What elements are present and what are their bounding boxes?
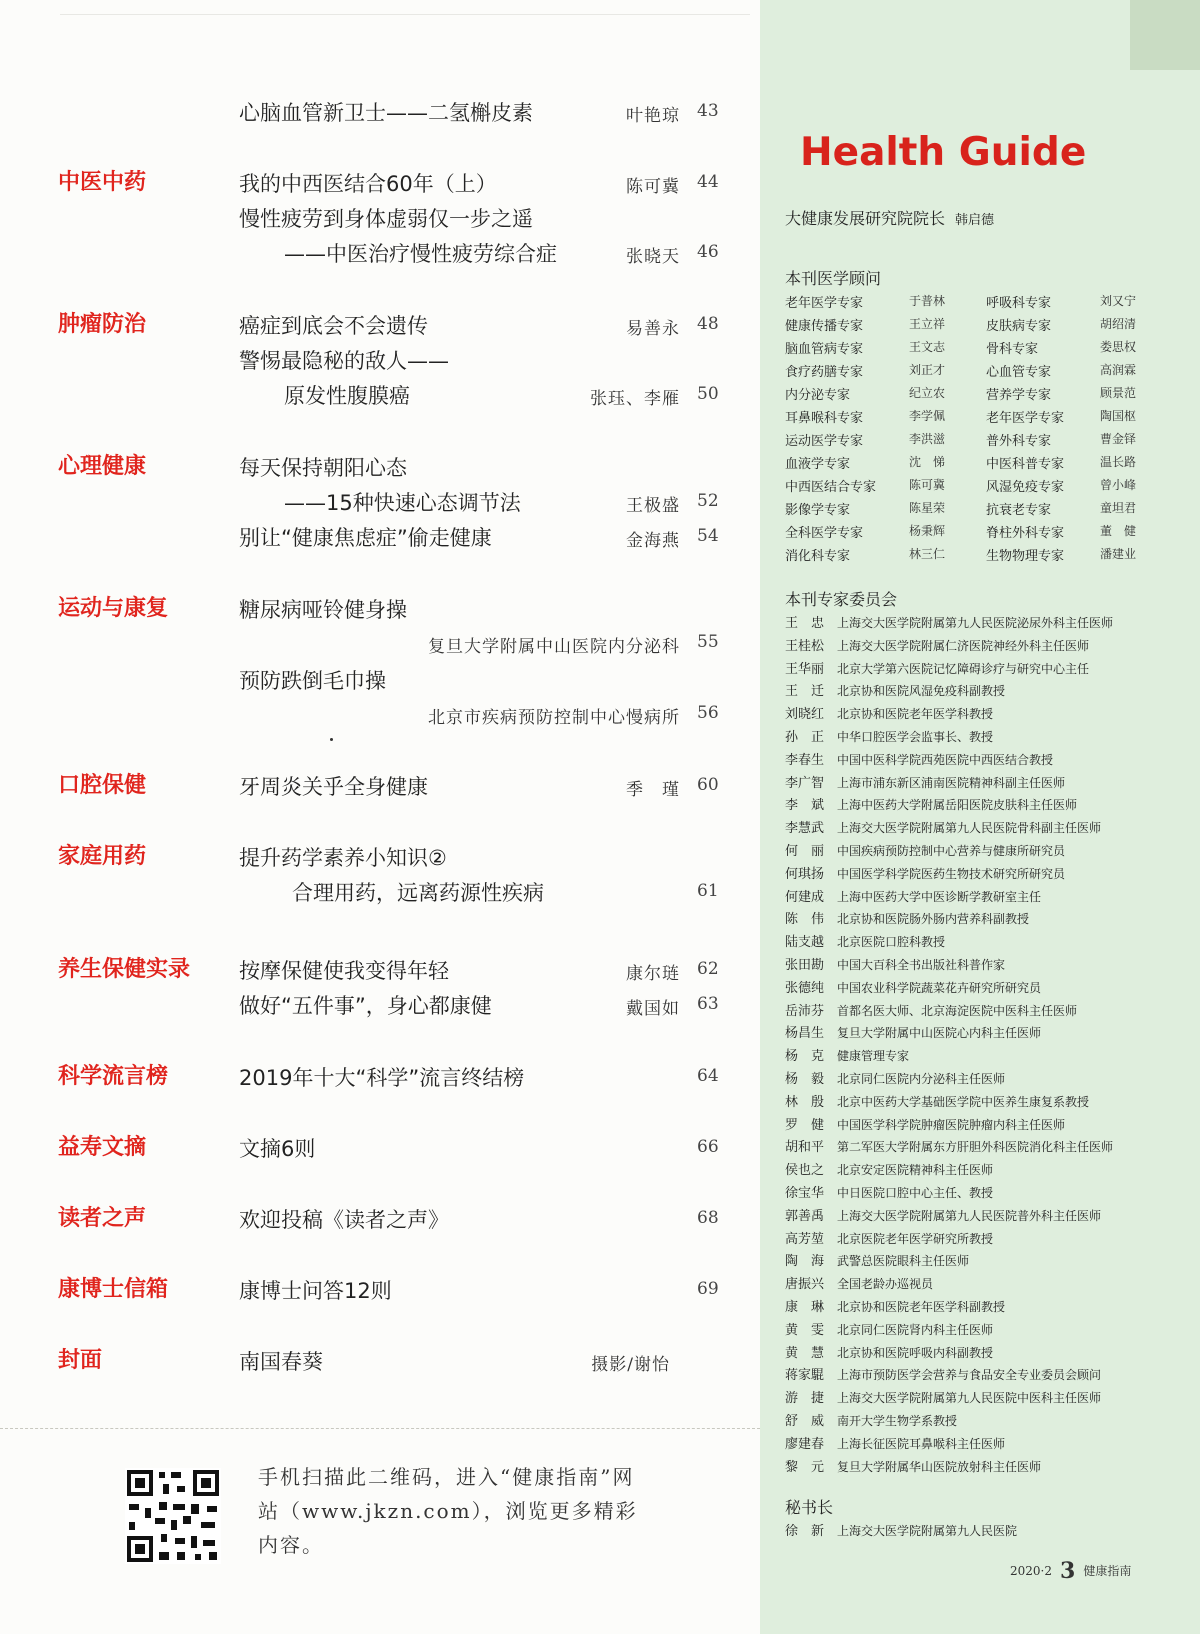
- toc-author: 王极盛: [626, 496, 680, 516]
- toc-subtitle[interactable]: ——中医治疗慢性疲劳综合症: [284, 242, 557, 266]
- member-description: 中华口腔医学会监事长、教授: [837, 730, 994, 744]
- committee-row: [785, 1433, 1005, 1452]
- advisor-name: 陈星荣: [909, 501, 946, 515]
- member-name: 李广智: [785, 775, 825, 791]
- advisor-title: 健康传播专家: [785, 319, 864, 334]
- committee-row: [785, 1114, 1065, 1133]
- toc-title[interactable]: 预防跌倒毛巾操: [239, 669, 386, 693]
- member-name: 陶 海: [785, 1254, 825, 1270]
- member-description: 南开大学生物学系教授: [837, 1414, 958, 1428]
- toc-title[interactable]: 南国春葵: [239, 1350, 323, 1374]
- director-title: 大健康发展研究院院长: [785, 209, 946, 228]
- brand-logo: Health Guide: [800, 130, 1087, 175]
- member-name: 蒋家騉: [785, 1368, 825, 1384]
- advisor-name: 林三仁: [909, 547, 946, 561]
- committee-row: [785, 1228, 993, 1247]
- secretary-row: [785, 1520, 1017, 1539]
- advisor-title: 中医科普专家: [986, 457, 1065, 472]
- member-name: 林 殷: [785, 1094, 825, 1110]
- advisor-title: 消化科专家: [785, 549, 851, 564]
- member-name: 廖建春: [785, 1436, 825, 1452]
- member-name: 康 琳: [785, 1300, 825, 1315]
- toc-page: 46: [697, 242, 719, 262]
- committee-row: [785, 703, 993, 722]
- toc-page: 54: [697, 526, 719, 546]
- member-name: 王桂松: [785, 638, 825, 654]
- committee-row: [785, 1456, 1041, 1475]
- committee-row: [785, 1205, 1101, 1224]
- toc-page: 69: [697, 1279, 719, 1299]
- advisor-title: 食疗药膳专家: [785, 365, 864, 380]
- committee-row: [785, 1410, 957, 1429]
- toc-subtitle[interactable]: ——15种快速心态调节法: [284, 491, 521, 515]
- committee-row: [785, 977, 1041, 996]
- committee-row: [785, 1091, 1089, 1110]
- toc-title[interactable]: 我的中西医结合60年（上）: [239, 172, 497, 196]
- toc-subtitle[interactable]: 合理用药，远离药源性疾病: [292, 881, 544, 905]
- member-name: 徐宝华: [785, 1186, 825, 1201]
- director-name: 韩启德: [955, 213, 995, 228]
- director-line: [785, 206, 994, 229]
- committee-row: [785, 931, 945, 950]
- member-name: 罗 健: [785, 1117, 825, 1133]
- member-name: 何 丽: [785, 844, 825, 859]
- toc-author: 戴国如: [626, 999, 680, 1019]
- advisor-title: 血液学专家: [785, 457, 851, 472]
- committee-row: [785, 772, 1065, 791]
- member-name: 舒 威: [785, 1414, 825, 1429]
- member-description: 首都名医大师、北京海淀医院中医科主任医师: [837, 1003, 1078, 1018]
- member-description: 上海中医药大学中医诊断学教研室主任: [837, 889, 1042, 904]
- committee-row: [785, 1342, 993, 1361]
- divider: [0, 1428, 760, 1429]
- category-heading: 心理健康: [58, 454, 147, 479]
- member-name: 李 斌: [785, 798, 825, 814]
- member-name: 黎 元: [785, 1459, 825, 1475]
- committee-row: [785, 886, 1041, 905]
- member-description: 上海交大医学院附属第九人民医院普外科主任医师: [837, 1208, 1102, 1223]
- member-name: 孙 正: [785, 730, 825, 745]
- member-description: 复旦大学附属中山医院心内科主任医师: [837, 1026, 1042, 1041]
- advisor-name: 温长路: [1100, 455, 1137, 469]
- advisor-name: 刘又宁: [1100, 294, 1137, 308]
- advisor-title: 耳鼻喉科专家: [785, 411, 864, 426]
- toc-page: 56: [697, 703, 719, 723]
- member-description: 上海市预防医学会营养与食品安全专业委员会顾问: [837, 1368, 1102, 1383]
- advisor-name: 娄思权: [1100, 340, 1137, 354]
- advisor-title: 营养学专家: [986, 388, 1052, 403]
- advisor-title: 普外科专家: [986, 434, 1052, 449]
- advisor-title: 老年医学专家: [785, 296, 864, 311]
- committee-row: [785, 680, 1005, 699]
- advisor-name: 纪立农: [909, 386, 946, 400]
- category-heading: 运动与康复: [58, 596, 169, 621]
- committee-row: [785, 1319, 993, 1338]
- advisor-title: 影像学专家: [785, 503, 851, 518]
- member-description: 上海中医药大学附属岳阳医院皮肤科主任医师: [837, 798, 1078, 813]
- member-name: 张田勘: [785, 958, 825, 973]
- advisor-name: 潘建业: [1100, 547, 1137, 561]
- member-name: 王 忠: [785, 616, 825, 631]
- toc-title[interactable]: 牙周炎关乎全身健康: [239, 775, 428, 799]
- toc-title[interactable]: 每天保持朝阳心态: [239, 456, 407, 480]
- toc-author: 康尔琏: [626, 964, 680, 984]
- committee-row: [785, 1068, 1005, 1087]
- committee-row: [785, 1159, 993, 1178]
- toc-page: 64: [697, 1066, 719, 1086]
- member-description: 北京医院老年医学研究所教授: [837, 1231, 994, 1246]
- member-name: 王 迁: [785, 684, 825, 700]
- toc-title[interactable]: 慢性疲劳到身体虚弱仅一步之遥: [239, 207, 533, 231]
- advisor-name: 顾景范: [1100, 386, 1137, 400]
- advisor-name: 董 健: [1100, 524, 1137, 538]
- member-name: 张德纯: [785, 980, 825, 996]
- toc-title[interactable]: 按摩保健使我变得年轻: [239, 959, 449, 983]
- member-description: 上海交大医学院附属仁济医院神经外科主任医师: [837, 638, 1090, 653]
- member-description: 中国农业科学院蔬菜花卉研究所研究员: [837, 980, 1042, 995]
- page-number: 3: [1060, 1558, 1076, 1584]
- advisor-name: 陈可冀: [909, 478, 946, 492]
- advisors-heading: 本刊医学顾问: [785, 269, 882, 288]
- member-name: 刘晓红: [785, 707, 825, 723]
- advisor-title: 心血管专家: [986, 365, 1052, 380]
- member-name: 胡和平: [785, 1140, 825, 1156]
- member-description: 上海交大医学院附属第九人民医院: [837, 1524, 1018, 1538]
- advisor-name: 胡绍清: [1100, 317, 1137, 331]
- member-description: 北京大学第六医院记忆障碍诊疗与研究中心主任: [837, 661, 1090, 676]
- category-heading: 读者之声: [58, 1206, 147, 1231]
- toc-title[interactable]: 别让“健康焦虑症”偷走健康: [239, 526, 492, 550]
- advisor-title: 抗衰老专家: [986, 503, 1052, 518]
- committee-row: [785, 817, 1101, 836]
- committee-row: [785, 954, 1005, 973]
- member-name: 黄 慧: [785, 1345, 825, 1361]
- member-description: 上海长征医院耳鼻喉科主任医师: [837, 1436, 1006, 1451]
- toc-title[interactable]: 文摘6则: [239, 1137, 316, 1161]
- member-name: 王华丽: [785, 661, 825, 677]
- stray-dot: [330, 738, 333, 741]
- member-description: 第二军医大学附属东方肝胆外科医院消化科主任医师: [837, 1140, 1114, 1155]
- toc-subtitle[interactable]: 原发性腹膜癌: [284, 384, 410, 408]
- member-name: 杨 克: [785, 1049, 825, 1065]
- member-description: 北京协和医院老年医学科副教授: [837, 1300, 1006, 1314]
- committee-heading: 本刊专家委员会: [785, 590, 898, 609]
- page-footer: [1010, 1558, 1131, 1584]
- member-description: 北京协和医院老年医学科教授: [837, 707, 994, 722]
- committee-row: [785, 1182, 993, 1201]
- committee-row: [785, 1387, 1101, 1406]
- member-description: 中国中医科学院西苑医院中西医结合教授: [837, 752, 1054, 767]
- member-name: 李春生: [785, 752, 825, 768]
- toc-page: 44: [697, 172, 719, 192]
- committee-row: [785, 794, 1077, 813]
- toc-page: 68: [697, 1208, 719, 1228]
- member-description: 复旦大学附属华山医院放射科主任医师: [837, 1459, 1042, 1474]
- toc-title[interactable]: 欢迎投稿《读者之声》: [239, 1208, 449, 1232]
- committee-row: [785, 635, 1089, 654]
- toc-page: 66: [697, 1137, 719, 1157]
- toc-page: 48: [697, 314, 719, 334]
- member-description: 中日医院口腔中心主任、教授: [837, 1186, 994, 1200]
- member-description: 北京协和医院肠外肠内营养科副教授: [837, 912, 1030, 927]
- toc-title[interactable]: 癌症到底会不会遗传: [239, 314, 428, 338]
- toc-page: 60: [697, 775, 719, 795]
- member-name: 徐 新: [785, 1524, 825, 1539]
- member-description: 上海交大医学院附属第九人民医院骨科副主任医师: [837, 821, 1102, 836]
- member-description: 上海交大医学院附属第九人民医院泌尿外科主任医师: [837, 616, 1114, 630]
- advisor-title: 中西医结合专家: [785, 480, 877, 495]
- committee-row: [785, 1136, 1113, 1155]
- member-description: 上海市浦东新区浦南医院精神科副主任医师: [837, 775, 1066, 790]
- toc-author: 张珏、李雁: [590, 389, 680, 409]
- member-description: 上海交大医学院附属第九人民医院中医科主任医师: [837, 1391, 1102, 1406]
- magazine-name: 健康指南: [1083, 1564, 1132, 1578]
- member-description: 北京同仁医院肾内科主任医师: [837, 1322, 994, 1337]
- member-name: 高芳堃: [785, 1231, 825, 1247]
- advisor-name: 童坦君: [1100, 501, 1137, 515]
- advisor-title: 呼吸科专家: [986, 296, 1052, 311]
- advisor-title: 风湿免疫专家: [986, 480, 1065, 495]
- advisor-name: 刘正才: [909, 363, 946, 377]
- toc-author: 摄影/谢怡: [591, 1355, 670, 1375]
- advisor-name: 曾小峰: [1100, 478, 1137, 492]
- toc-author: 陈可冀: [626, 177, 680, 197]
- category-heading: 科学流言榜: [58, 1064, 169, 1089]
- committee-row: [785, 863, 1065, 882]
- advisor-name: 高润霖: [1100, 363, 1137, 377]
- member-description: 中国医学科学院肿瘤医院肿瘤内科主任医师: [837, 1117, 1066, 1132]
- member-description: 北京同仁医院内分泌科主任医师: [837, 1072, 1006, 1086]
- issue-date: 2020·2: [1010, 1564, 1052, 1578]
- category-heading: 肿瘤防治: [58, 312, 147, 337]
- member-description: 北京协和医院呼吸内科副教授: [837, 1345, 994, 1360]
- toc-title[interactable]: 警惕最隐秘的敌人——: [239, 349, 449, 373]
- member-name: 郭善禹: [785, 1208, 825, 1224]
- committee-row: [785, 908, 1029, 927]
- qr-caption: 手机扫描此二维码，进入“健康指南”网站（www.jkzn.com），浏览更多精彩内容。: [258, 1465, 638, 1557]
- toc-page: 55: [697, 632, 719, 652]
- member-description: 中国医学科学院医药生物技术研究所研究员: [837, 866, 1066, 881]
- toc-author: 北京市疾病预防控制中心慢病所: [428, 708, 680, 728]
- committee-row: [785, 658, 1089, 677]
- advisor-name: 李学佩: [909, 409, 946, 423]
- advisor-title: 内分泌专家: [785, 388, 851, 403]
- member-description: 北京中医药大学基础医学院中医养生康复系教授: [837, 1094, 1090, 1109]
- advisor-name: 陶国枢: [1100, 409, 1137, 423]
- category-heading: 封面: [58, 1348, 103, 1373]
- toc-page: 63: [697, 994, 719, 1014]
- member-name: 何琪扬: [785, 866, 825, 882]
- toc-page: 62: [697, 959, 719, 979]
- toc-page: 52: [697, 491, 719, 511]
- member-name: 杨昌生: [785, 1026, 825, 1042]
- advisor-name: 李洪滋: [909, 432, 946, 446]
- qr-code[interactable]: [125, 1468, 221, 1564]
- advisor-title: 运动医学专家: [785, 434, 864, 449]
- advisor-name: 王立祥: [909, 317, 946, 331]
- advisor-name: 于普林: [909, 294, 946, 308]
- member-description: 中国大百科全书出版社科普作家: [837, 958, 1006, 972]
- toc-title[interactable]: 糖尿病哑铃健身操: [239, 598, 407, 622]
- member-name: 唐振兴: [785, 1277, 825, 1293]
- member-description: 北京安定医院精神科主任医师: [837, 1163, 994, 1178]
- category-heading: 养生保健实录: [58, 957, 191, 982]
- toc-author: 叶艳琼: [626, 106, 680, 126]
- toc-page: 61: [697, 881, 719, 901]
- member-name: 陆支越: [785, 935, 825, 951]
- member-description: 全国老龄办巡视员: [837, 1277, 934, 1292]
- member-name: 何建成: [785, 889, 825, 905]
- top-rule: [60, 14, 750, 15]
- toc-author: 季 瑾: [626, 780, 680, 800]
- category-heading: 家庭用药: [58, 844, 147, 869]
- toc-title[interactable]: 康博士问答12则: [239, 1279, 392, 1303]
- toc-page: 43: [697, 101, 719, 121]
- committee-row: [785, 1000, 1077, 1019]
- committee-row: [785, 1022, 1041, 1041]
- member-description: 中国疾病预防控制中心营养与健康所研究员: [837, 844, 1066, 858]
- toc-title[interactable]: 提升药学素养小知识②: [239, 846, 447, 870]
- committee-row: [785, 1273, 933, 1292]
- committee-row: [785, 1045, 909, 1064]
- member-description: 健康管理专家: [837, 1049, 910, 1064]
- toc-author: 金海燕: [626, 531, 680, 551]
- toc-author: 张晓天: [626, 247, 680, 267]
- advisor-name: 杨秉辉: [909, 524, 946, 538]
- advisor-name: 曹金铎: [1100, 432, 1137, 446]
- advisor-title: 生物物理专家: [986, 549, 1065, 564]
- toc-title[interactable]: 做好“五件事”，身心都康健: [239, 994, 492, 1018]
- member-description: 北京协和医院风湿免疫科副教授: [837, 684, 1006, 699]
- toc-author: 易善永: [626, 319, 680, 339]
- committee-row: [785, 1364, 1101, 1383]
- advisor-name: 王文志: [909, 340, 946, 354]
- toc-page: 50: [697, 384, 719, 404]
- member-name: 杨 毅: [785, 1072, 825, 1087]
- secretary-heading: 秘书长: [785, 1498, 834, 1517]
- toc-author: 复旦大学附属中山医院内分泌科: [428, 637, 680, 657]
- committee-row: [785, 612, 1113, 631]
- committee-row: [785, 840, 1065, 859]
- member-name: 岳沛芬: [785, 1003, 825, 1019]
- category-heading: 益寿文摘: [58, 1135, 147, 1160]
- advisor-title: 脊柱外科专家: [986, 526, 1065, 541]
- member-name: 黄 雯: [785, 1322, 825, 1338]
- committee-row: [785, 749, 1053, 768]
- advisor-title: 皮肤病专家: [986, 319, 1052, 334]
- advisor-title: 脑血管病专家: [785, 342, 864, 357]
- member-name: 侯也之: [785, 1163, 825, 1179]
- toc-title[interactable]: 心脑血管新卫士——二氢槲皮素: [239, 101, 533, 125]
- advisor-name: 沈 悌: [909, 455, 946, 469]
- member-name: 陈 伟: [785, 912, 825, 928]
- committee-row: [785, 726, 993, 745]
- member-description: 北京医院口腔科教授: [837, 935, 946, 950]
- advisor-title: 老年医学专家: [986, 411, 1065, 426]
- toc-title[interactable]: 2019年十大“科学”流言终结榜: [239, 1066, 525, 1090]
- advisor-title: 全科医学专家: [785, 526, 864, 541]
- category-heading: 口腔保健: [58, 773, 147, 798]
- category-heading: 中医中药: [58, 170, 147, 195]
- committee-row: [785, 1250, 969, 1269]
- member-description: 武警总医院眼科主任医师: [837, 1254, 970, 1269]
- advisor-title: 骨科专家: [986, 342, 1039, 357]
- category-heading: 康博士信箱: [58, 1277, 169, 1302]
- corner-photo: [1130, 0, 1200, 70]
- committee-row: [785, 1296, 1005, 1315]
- member-name: 游 捷: [785, 1391, 825, 1407]
- member-name: 李慧武: [785, 821, 825, 837]
